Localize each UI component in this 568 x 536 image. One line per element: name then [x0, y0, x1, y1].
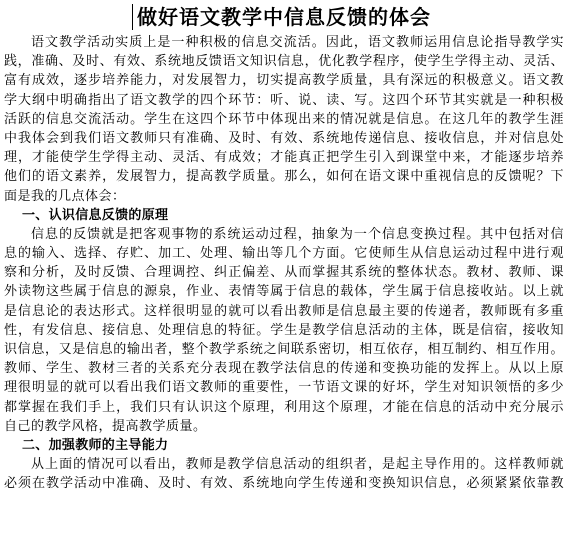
paragraph-line: 识信息，又是信息的输出者，整个教学系统之间联系密切，相互依存，相互制约、相互作用。 — [4, 342, 564, 357]
paragraph-first-line: 信息的反馈就是把客观事物的系统运动过程，抽象为一个信息变换过程。其中包括对信 — [31, 226, 564, 242]
document-body — [4, 33, 564, 494]
paragraph-line: 富有成效，逐步培养能力，对发展智力，切实提高教学质量，具有深远的积极意义。语文教 — [4, 73, 564, 89]
paragraph-line: 学大纲中明确指出了语文教学的四个环节：听、说、读、写。这四个环节其实就是一种积极 — [4, 92, 564, 108]
section-heading: 一、认识信息反馈的原理 — [22, 207, 169, 223]
document-title: 做好语文教学中信息反馈的体会 — [137, 5, 431, 29]
paragraph-first-line: 从上面的情况可以看出，教师是教学信息活动的组织者，是起主导作用的。这样教师就 — [31, 457, 564, 473]
paragraph-last-line: 面是我的几点体会： — [4, 188, 126, 204]
paragraph-line: 性，有发信息、接信息、处理信息的特征。学生是教学信息活动的主体，既是信宿，接收知 — [4, 322, 564, 338]
paragraph-line: 必须在教学活动中准确、及时、有效、系统地向学生传递和变换知识信息，必须紧紧依靠教 — [4, 476, 564, 492]
paragraph-line: 中我体会到我们语文教师只有准确、及时、有效、系统地传递信息、接收信息，并对信息处 — [4, 130, 564, 146]
paragraph-line: 践，准确、及时、有效、系统地反馈语文知识信息，优化教学程序，使学生学得主动、灵活、 — [4, 54, 564, 70]
paragraph-line: 都掌握在我们手上，我们只有认识这个原理，利用这个原理，才能在信息的活动中充分展示 — [4, 399, 564, 415]
paragraph-line: 教师、学生、教材三者的关系充分表现在教学法信息的传递和变换功能的发挥上。从以上原 — [4, 361, 564, 377]
paragraph-last-line: 自己的教学风格，提高教学质量。 — [4, 418, 207, 434]
paragraph-line: 活跃的信息交流活动。学生在这四个环节中体现出来的情况就是信息。在这几年的教学生涯 — [4, 111, 564, 127]
section-heading: 二、加强教师的主导能力 — [22, 437, 169, 453]
paragraph-line: 理很明显的就可以看出我们语文教师的重要性，一节语文课的好坏，学生对知识领悟的多少 — [4, 380, 564, 396]
paragraph-line: 察和分析，及时反馈、合理调控、纠正偏差、从而掌握其系统的整体状态。教材、教师、课 — [4, 265, 564, 281]
paragraph-first-line: 语文教学活动实质上是一种积极的信息交流活。因此，语文教师运用信息论指导教学实 — [31, 35, 564, 50]
paragraph-line: 是信息论的表达形式。这样很明显的就可以看出教师是信息最主要的传递者，教师既有多重 — [4, 303, 564, 319]
paragraph-line: 理，才能使学生学得主动、灵活、有成效；才能真正把学生引入到课堂中来，才能逐步培养 — [4, 150, 564, 166]
paragraph-line: 他们的语文素养，发展智力，提高教学质量。那么，如何在语文课中重视信息的反馈呢？下 — [4, 169, 564, 185]
paragraph-line: 外读物这些属于信息的源泉，作业、表情等属于信息的载体，学生属于信息接收站。以上就 — [4, 284, 564, 300]
paragraph-line: 息的输入、选择、存贮、加工、处理、输出等几个方面。它使师生从信息运动过程中进行观 — [4, 246, 564, 262]
